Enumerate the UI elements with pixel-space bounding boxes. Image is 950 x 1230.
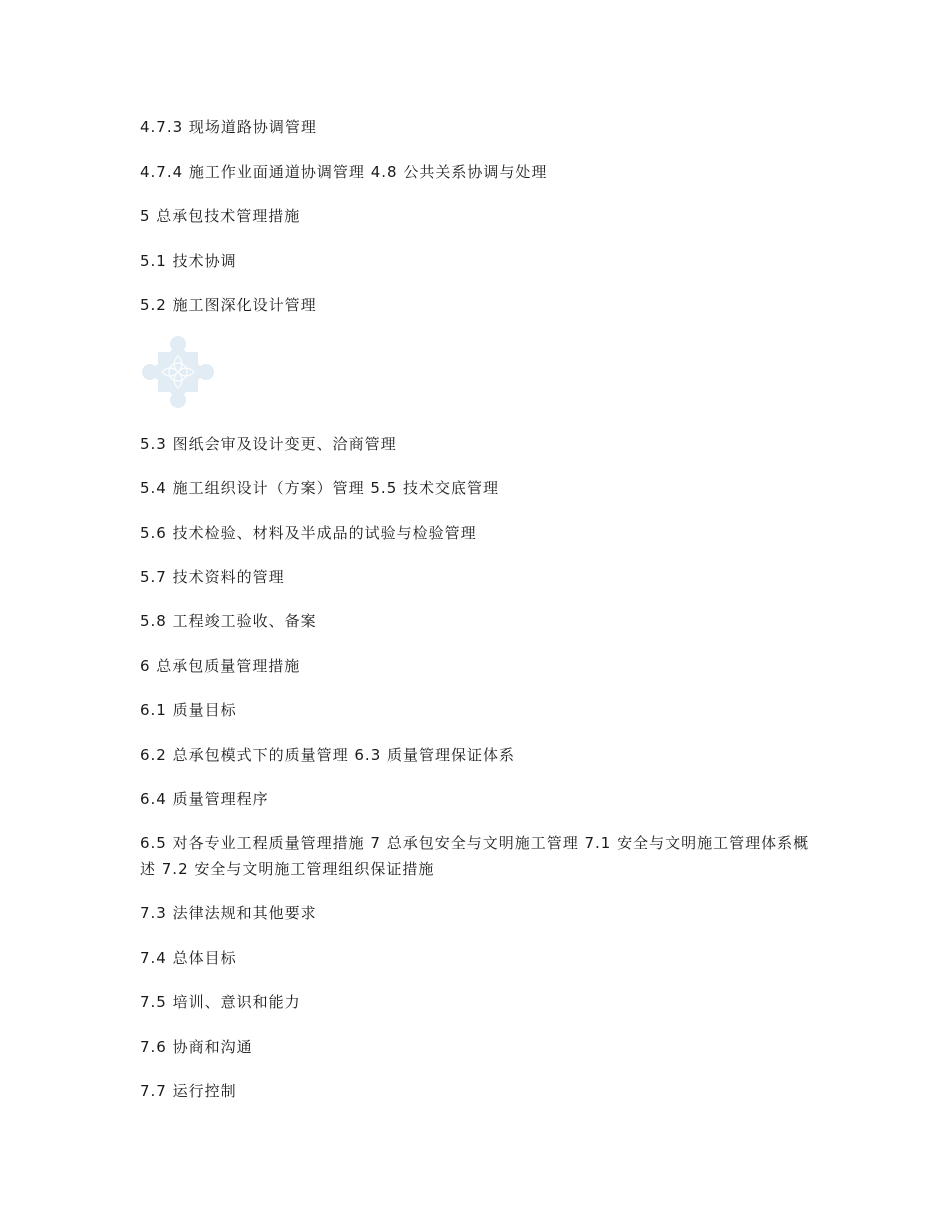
toc-line-6-5: 6.5 对各专业工程质量管理措施 7 总承包安全与文明施工管理 7.1 安全与文明施工管理体系概述 7.2 安全与文明施工管理组织保证措施 bbox=[140, 834, 810, 878]
toc-line-5-6: 5.6 技术检验、材料及半成品的试验与检验管理 bbox=[140, 524, 477, 542]
toc-line-5-7: 5.7 技术资料的管理 bbox=[140, 568, 285, 586]
toc-line-7-6: 7.6 协商和沟通 bbox=[140, 1038, 253, 1056]
toc-line-7-7: 7.7 运行控制 bbox=[140, 1082, 237, 1100]
toc-line-7-5: 7.5 培训、意识和能力 bbox=[140, 993, 301, 1011]
toc-line-5-2: 5.2 施工图深化设计管理 bbox=[140, 296, 317, 314]
toc-line-5-3: 5.3 图纸会审及设计变更、洽商管理 bbox=[140, 435, 397, 453]
toc-line-5-4: 5.4 施工组织设计（方案）管理 5.5 技术交底管理 bbox=[140, 479, 500, 497]
toc-line-5: 5 总承包技术管理措施 bbox=[140, 207, 301, 225]
toc-line-6: 6 总承包质量管理措施 bbox=[140, 657, 301, 675]
toc-line-6-1: 6.1 质量目标 bbox=[140, 701, 237, 719]
toc-line-4-7-4: 4.7.4 施工作业面通道协调管理 4.8 公共关系协调与处理 bbox=[140, 163, 548, 181]
toc-line-4-7-3: 4.7.3 现场道路协调管理 bbox=[140, 118, 317, 136]
toc-line-6-2: 6.2 总承包模式下的质量管理 6.3 质量管理保证体系 bbox=[140, 746, 516, 764]
toc-line-5-8: 5.8 工程竣工验收、备案 bbox=[140, 612, 317, 630]
toc-line-5-1: 5.1 技术协调 bbox=[140, 252, 237, 270]
flower-watermark-icon bbox=[140, 334, 216, 410]
toc-line-7-3: 7.3 法律法规和其他要求 bbox=[140, 904, 317, 922]
toc-line-7-4: 7.4 总体目标 bbox=[140, 949, 237, 967]
toc-line-6-4: 6.4 质量管理程序 bbox=[140, 790, 269, 808]
